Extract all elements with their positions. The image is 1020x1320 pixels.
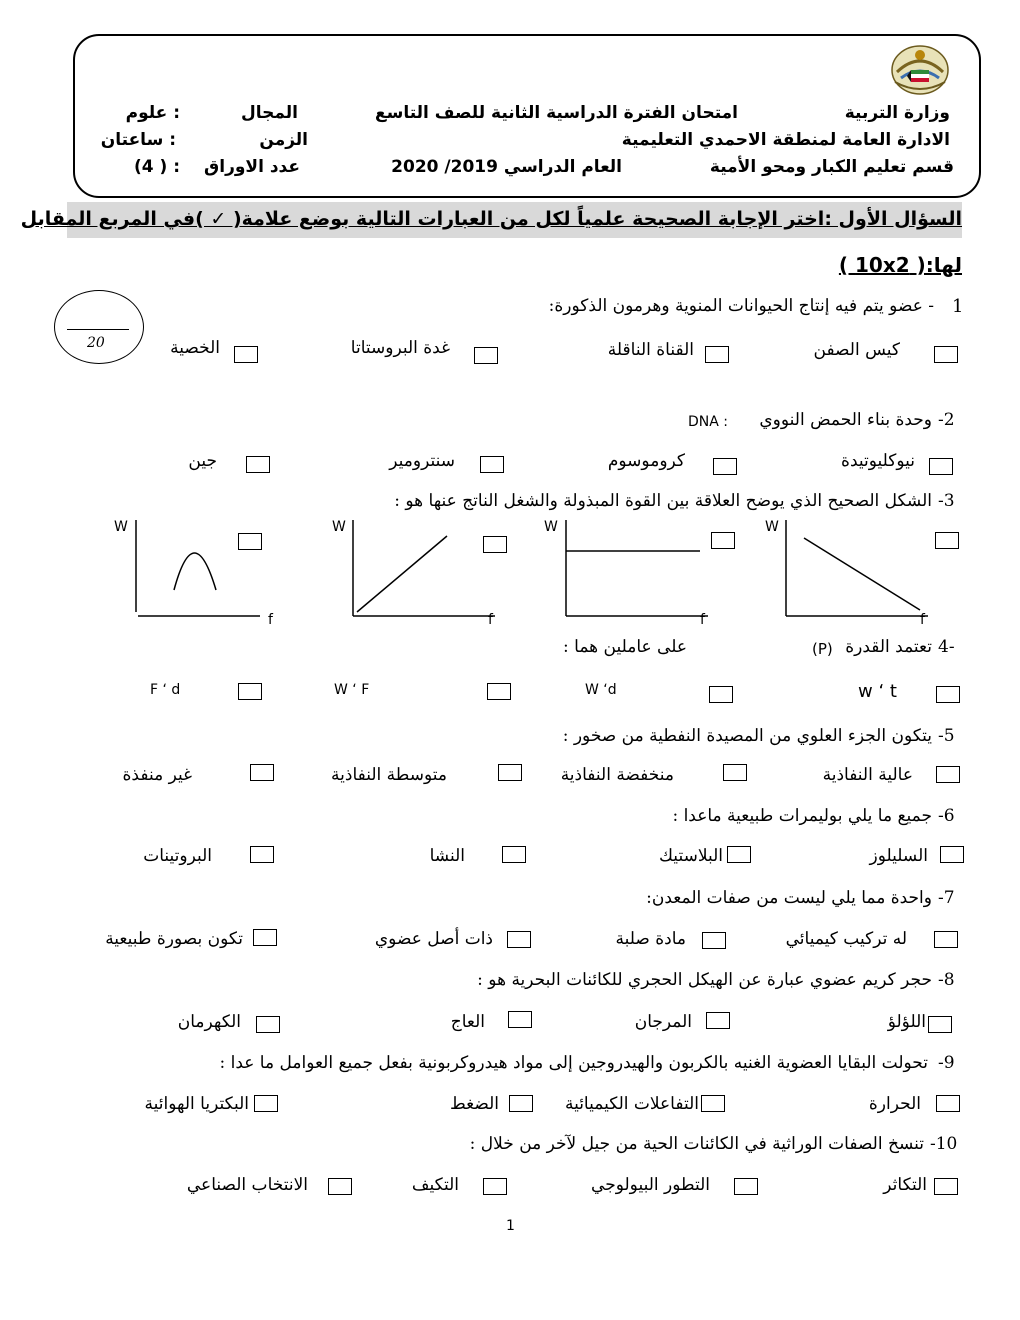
- answer-checkbox[interactable]: [509, 1095, 533, 1112]
- section-title: السؤال الأول :اختر الإجابة الصحيحة علمياً لكل من العبارات التالية بوضع علامة( ✓ )في المربع المقابل: [20, 208, 962, 230]
- question-number: -5: [938, 726, 955, 746]
- answer-checkbox[interactable]: [250, 764, 274, 781]
- ministry-name: وزارة التربية: [844, 103, 950, 123]
- graph-x-label: f: [268, 612, 273, 628]
- answer-option: التكيف: [411, 1175, 459, 1195]
- question-stem: تحولت البقايا العضوية الغنيه بالكربون والهيدروجين إلى مواد هيدروكربونية بفعل جميع العوامل ما عدا :: [219, 1053, 928, 1073]
- answer-option: الضغط: [450, 1094, 499, 1114]
- answer-option: العاج: [450, 1012, 485, 1032]
- answer-checkbox[interactable]: [487, 683, 511, 700]
- question-stem: يتكون الجزء العلوي من المصيدة النفطية من صخور :: [562, 726, 932, 746]
- answer-checkbox[interactable]: [934, 346, 958, 363]
- graph-y-label: W: [332, 519, 346, 535]
- answer-checkbox[interactable]: [713, 458, 737, 475]
- kuwait-emblem-icon: [887, 42, 953, 96]
- answer-checkbox[interactable]: [936, 766, 960, 783]
- graph-y-label: W: [544, 519, 558, 535]
- answer-option: W ‘d: [585, 682, 617, 698]
- department-name: قسم تعليم الكبار ومحو الأمية: [709, 157, 954, 177]
- answer-option: جين: [188, 451, 217, 471]
- question-stem: الشكل الصحيح الذي يوضح العلاقة بين القوة المبذولة والشغل الناتج عنها هو :: [394, 491, 932, 511]
- question-stem: جميع ما يلي بوليمرات طبيعية ماعدا :: [672, 806, 932, 826]
- question-number: -2: [938, 410, 955, 430]
- question-stem: وحدة بناء الحمض النووي: [759, 410, 932, 430]
- answer-option: متوسطة النفاذية: [331, 765, 447, 785]
- answer-option: البروتينات: [143, 846, 212, 866]
- answer-option: مادة صلبة: [615, 929, 686, 949]
- answer-checkbox[interactable]: [935, 532, 959, 549]
- time-label: الزمن: [259, 130, 308, 150]
- answer-option: الكهرمان: [177, 1012, 241, 1032]
- answer-checkbox[interactable]: [702, 932, 726, 949]
- graph-y-label: W: [765, 519, 779, 535]
- question-stem: تعتمد القدرة: [845, 637, 932, 657]
- answer-checkbox[interactable]: [706, 1012, 730, 1029]
- answer-checkbox[interactable]: [498, 764, 522, 781]
- answer-checkbox[interactable]: [328, 1178, 352, 1195]
- answer-checkbox[interactable]: [934, 1178, 958, 1195]
- answer-checkbox[interactable]: [502, 846, 526, 863]
- answer-checkbox[interactable]: [480, 456, 504, 473]
- answer-checkbox[interactable]: [238, 683, 262, 700]
- question-stem-suffix: DNA :: [688, 414, 728, 430]
- answer-option: w ‘ t: [858, 681, 897, 702]
- directorate-name: الادارة العامة لمنطقة الاحمدي التعليمية: [621, 130, 950, 150]
- graph-x-label: f: [488, 612, 493, 628]
- graph-y-label: W: [114, 519, 128, 535]
- graph-x-label: f: [920, 612, 925, 628]
- subject-value: : علوم: [125, 103, 180, 123]
- question-stem: - عضو يتم فيه إنتاج الحيوانات المنوية وهرمون الذكورة:: [548, 296, 934, 316]
- score-circle: [54, 290, 144, 364]
- answer-option: القناة الناقلة: [607, 340, 694, 360]
- answer-checkbox[interactable]: [711, 532, 735, 549]
- answer-checkbox[interactable]: [256, 1016, 280, 1033]
- exam-title: امتحان الفترة الدراسية الثانية للصف التاسع: [375, 103, 738, 123]
- graph-constant: [560, 520, 720, 620]
- answer-option: F ‘ d: [150, 682, 181, 698]
- answer-option: كروموسوم: [607, 451, 685, 471]
- answer-option: البلاستيك: [658, 846, 723, 866]
- answer-option: غدة البروستاتا: [350, 338, 450, 358]
- answer-option: الانتخاب الصناعي: [186, 1175, 308, 1195]
- answer-option: البكتريا الهوائية: [144, 1094, 249, 1114]
- question-number: -3: [938, 491, 955, 511]
- question-stem-end: على عاملين هما :: [563, 637, 687, 657]
- answer-checkbox[interactable]: [246, 456, 270, 473]
- graph-increasing: [347, 520, 507, 620]
- answer-checkbox[interactable]: [929, 458, 953, 475]
- page-number: 1: [506, 1218, 515, 1234]
- answer-option: التطور البيولوجي: [591, 1175, 710, 1195]
- answer-checkbox[interactable]: [250, 846, 274, 863]
- pages-value: : ( 4): [133, 157, 180, 177]
- answer-checkbox[interactable]: [734, 1178, 758, 1195]
- answer-checkbox[interactable]: [936, 1095, 960, 1112]
- answer-checkbox[interactable]: [936, 686, 960, 703]
- question-number: -6: [938, 806, 955, 826]
- answer-checkbox[interactable]: [727, 846, 751, 863]
- answer-option: التفاعلات الكيميائية: [564, 1094, 699, 1114]
- question-stem-symbol: (P): [812, 640, 833, 658]
- question-stem: تنسخ الصفات الوراثية في الكائنات الحية من جيل لآخر من خلال :: [469, 1134, 924, 1154]
- answer-checkbox[interactable]: [234, 346, 258, 363]
- question-number: -10: [930, 1134, 958, 1154]
- answer-option: السليلوز: [869, 846, 928, 866]
- answer-option: النشا: [429, 846, 465, 866]
- question-number: -7: [938, 888, 955, 908]
- score-total: 20: [87, 335, 105, 351]
- question-number: 1: [952, 296, 964, 317]
- answer-option: عالية النفاذية: [822, 765, 913, 785]
- answer-checkbox[interactable]: [705, 346, 729, 363]
- question-number: -8: [938, 970, 955, 990]
- answer-option: W ‘ F: [334, 682, 370, 698]
- answer-checkbox[interactable]: [253, 929, 277, 946]
- answer-option: التكاثر: [883, 1175, 927, 1195]
- graph-arch: [130, 520, 290, 620]
- answer-option: كيس الصفن: [813, 340, 900, 360]
- answer-checkbox[interactable]: [238, 533, 262, 550]
- answer-option: اللؤلؤ: [887, 1012, 926, 1032]
- pages-label: عدد الاوراق: [204, 157, 300, 177]
- answer-checkbox[interactable]: [508, 1011, 532, 1028]
- question-number: -9: [938, 1053, 955, 1073]
- answer-option: له تركيب كيميائي: [785, 929, 907, 949]
- answer-checkbox[interactable]: [940, 846, 964, 863]
- answer-checkbox[interactable]: [474, 347, 498, 364]
- answer-option: الحرارة: [868, 1094, 921, 1114]
- answer-checkbox[interactable]: [507, 931, 531, 948]
- subject-label: المجال: [241, 103, 298, 123]
- answer-checkbox[interactable]: [483, 1178, 507, 1195]
- time-value: : ساعتان: [100, 130, 176, 150]
- answer-option: نيوكليوتيدة: [841, 451, 915, 471]
- question-number: 4-: [938, 637, 955, 657]
- answer-option: الخصية: [170, 338, 220, 358]
- answer-option: منخفضة النفاذية: [560, 765, 674, 785]
- exam-year: العام الدراسي 2019/ 2020: [391, 157, 622, 177]
- answer-checkbox[interactable]: [723, 764, 747, 781]
- answer-checkbox[interactable]: [254, 1095, 278, 1112]
- graph-decreasing: [780, 520, 940, 620]
- answer-option: سنترومير: [389, 451, 455, 471]
- section-marks: لها:( 10x2 ): [838, 253, 962, 277]
- graph-x-label: f: [700, 612, 705, 628]
- answer-checkbox[interactable]: [709, 686, 733, 703]
- answer-option: ذات أصل عضوي: [374, 929, 493, 949]
- answer-option: غير منفذة: [122, 765, 192, 785]
- answer-checkbox[interactable]: [928, 1016, 952, 1033]
- answer-checkbox[interactable]: [701, 1095, 725, 1112]
- answer-checkbox[interactable]: [483, 536, 507, 553]
- question-stem: واحدة مما يلي ليست من صفات المعدن:: [646, 888, 932, 908]
- answer-option: المرجان: [634, 1012, 692, 1032]
- question-stem: حجر كريم عضوي عبارة عن الهيكل الحجري للكائنات البحرية هو :: [477, 970, 932, 990]
- answer-option: تكون بصورة طبيعية: [105, 929, 243, 949]
- answer-checkbox[interactable]: [934, 931, 958, 948]
